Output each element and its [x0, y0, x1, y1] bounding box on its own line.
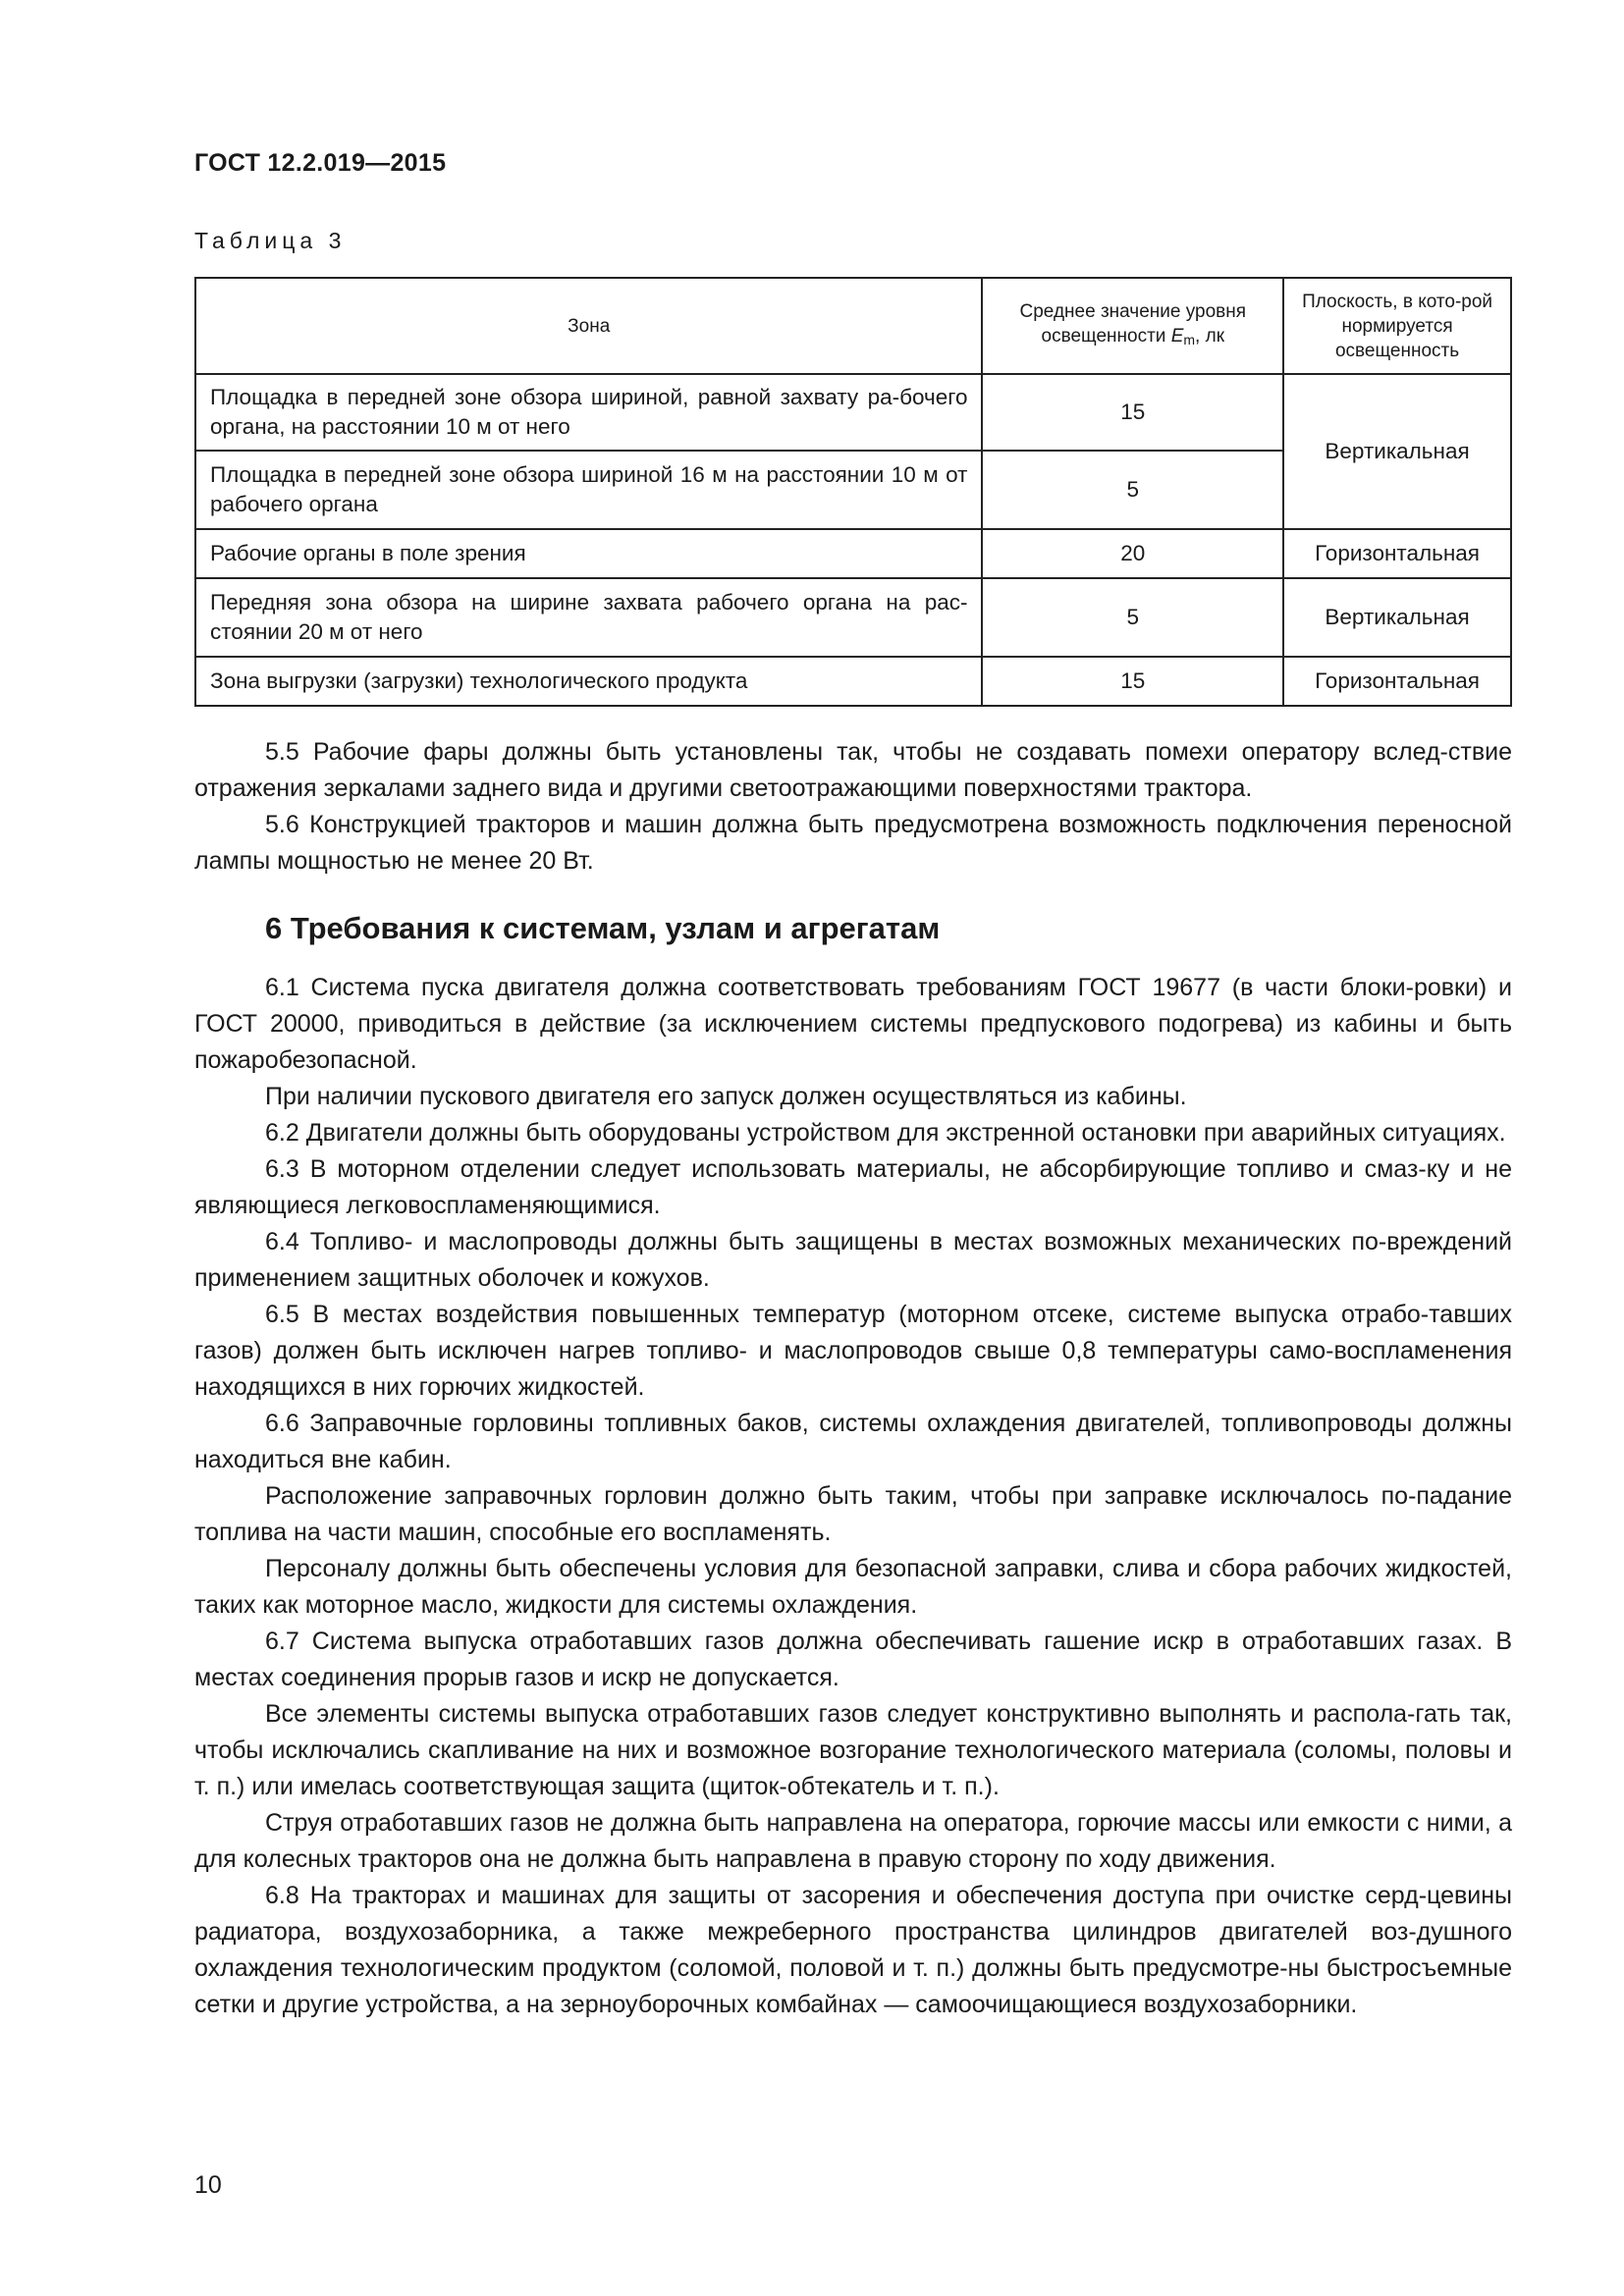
row-plane: Вертикальная [1283, 578, 1511, 657]
paragraph-6-1-b: При наличии пускового двигателя его запуск должен осуществляться из кабины. [265, 1083, 1187, 1110]
paragraph-6-6-c: Персоналу должны быть обеспечены условия для безопасной заправки, слива и сбора рабочих жидкостей, таких как моторное масло, жидкости для системы охлаждения. [194, 1555, 1512, 1619]
table-row [195, 374, 1511, 451]
row-value: 20 [982, 529, 1283, 578]
row-plane: Горизонтальная [1283, 657, 1511, 706]
paragraph-6-2: 6.2 Двигатели должны быть оборудованы устройством для экстренной остановки при аварийных ситуациях. [265, 1119, 1506, 1147]
header-level-text: Среднее значение уровня освещенности [1019, 301, 1247, 347]
row-plane: Горизонтальная [1283, 529, 1511, 578]
page-number: 10 [194, 2171, 222, 2199]
row-zone: Площадка в передней зоне обзора шириной 16 м на расстоянии 10 м от рабочего органа [195, 451, 982, 529]
paragraph-6-7-c: Струя отработавших газов не должна быть направлена на оператора, горючие массы или емкости с ними, а для колесных тракторов она не должна быть направлена в правую сторону по ходу движения. [194, 1809, 1512, 1873]
row-zone: Площадка в передней зоне обзора шириной, равной захвату ра-бочего органа, на расстоянии 10 м от него [195, 374, 982, 451]
header-level-symbol: E [1170, 326, 1184, 347]
paragraph-6-4: 6.4 Топливо- и маслопроводы должны быть защищены в местах возможных механических по-вреждений применением защитных оболочек и кожухов. [194, 1228, 1512, 1292]
row-value: 15 [982, 657, 1283, 706]
header-level-subscript: m [1183, 332, 1196, 347]
paragraph-6-7-b: Все элементы системы выпуска отработавших газов следует конструктивно выполнять и распола-гать так, чтобы исключались скапливание на них и возможное возгорание технологического материала (соломы, половы и т. п.) или имелась соответствующая защита (щиток-обтекатель и т. п.). [194, 1700, 1512, 1800]
row-value: 5 [982, 451, 1283, 529]
paragraph-6-6-b: Расположение заправочных горловин должно быть таким, чтобы при заправке исключалось по-падание топлива на части машин, способные его воспламенять. [194, 1482, 1512, 1546]
row-zone: Рабочие органы в поле зрения [195, 529, 982, 578]
table-header-row [195, 278, 1511, 374]
paragraph-6-1: 6.1 Система пуска двигателя должна соответствовать требованиям ГОСТ 19677 (в части блоки-ровки) и ГОСТ 20000, приводиться в действие (за исключением системы предпускового подогрева) из кабины и быть пожаробезопасной. [194, 974, 1512, 1074]
paragraph-6-7: 6.7 Система выпуска отработавших газов должна обеспечивать гашение искр в отработавших газах. В местах соединения прорыв газов и искр не допускается. [194, 1628, 1512, 1691]
header-plane: Плоскость, в кото-рой нормируется освещенность [1283, 278, 1511, 374]
paragraph-6-5: 6.5 В местах воздействия повышенных температур (моторном отсеке, системе выпуска отрабо-тавших газов) должен быть исключен нагрев топливо- и маслопроводов свыше 0,8 температуры само-воспламенения находящихся в них горючих жидкостей. [194, 1301, 1512, 1401]
table-row [195, 578, 1511, 657]
row-value: 15 [982, 374, 1283, 451]
document-code: ГОСТ 12.2.019—2015 [194, 149, 447, 177]
header-zone: Зона [195, 278, 982, 374]
table-row [195, 657, 1511, 706]
section-heading-6: 6 Требования к системам, узлам и агрегатам [265, 911, 941, 945]
table-caption: Таблица 3 [194, 228, 347, 253]
row-zone: Зона выгрузки (загрузки) технологического продукта [195, 657, 982, 706]
paragraph-6-3: 6.3 В моторном отделении следует использовать материалы, не абсорбирующие топливо и смаз-ку и не являющиеся легковоспламеняющимися. [194, 1155, 1512, 1219]
paragraph-6-6: 6.6 Заправочные горловины топливных баков, системы охлаждения двигателей, топливопроводы должны находиться вне кабин. [194, 1410, 1512, 1473]
row-plane-merged: Вертикальная [1283, 374, 1511, 529]
body-text [194, 734, 1512, 2023]
table-row [195, 529, 1511, 578]
paragraph-5-5: 5.5 Рабочие фары должны быть установлены так, чтобы не создавать помехи оператору вслед-ствие отражения зеркалами заднего вида и другими светоотражающими поверхностями трактора. [194, 738, 1512, 802]
header-level-unit: , лк [1195, 326, 1225, 347]
illumination-table [194, 277, 1512, 707]
row-zone: Передняя зона обзора на ширине захвата рабочего органа на рас-стоянии 20 м от него [195, 578, 982, 657]
row-value: 5 [982, 578, 1283, 657]
paragraph-5-6: 5.6 Конструкцией тракторов и машин должна быть предусмотрена возможность подключения переносной лампы мощностью не менее 20 Вт. [194, 811, 1512, 875]
header-level [982, 278, 1283, 374]
paragraph-6-8: 6.8 На тракторах и машинах для защиты от засорения и обеспечения доступа при очистке серд-цевины радиатора, воздухозаборника, а также межреберного пространства цилиндров двигателей воз-душного охлаждения технологическим продуктом (соломой, половой и т. п.) должны быть предусмотре-ны быстросъемные сетки и другие устройства, а на зерноуборочных комбайнах — самоочищающиеся воздухозаборники. [194, 1882, 1512, 2018]
